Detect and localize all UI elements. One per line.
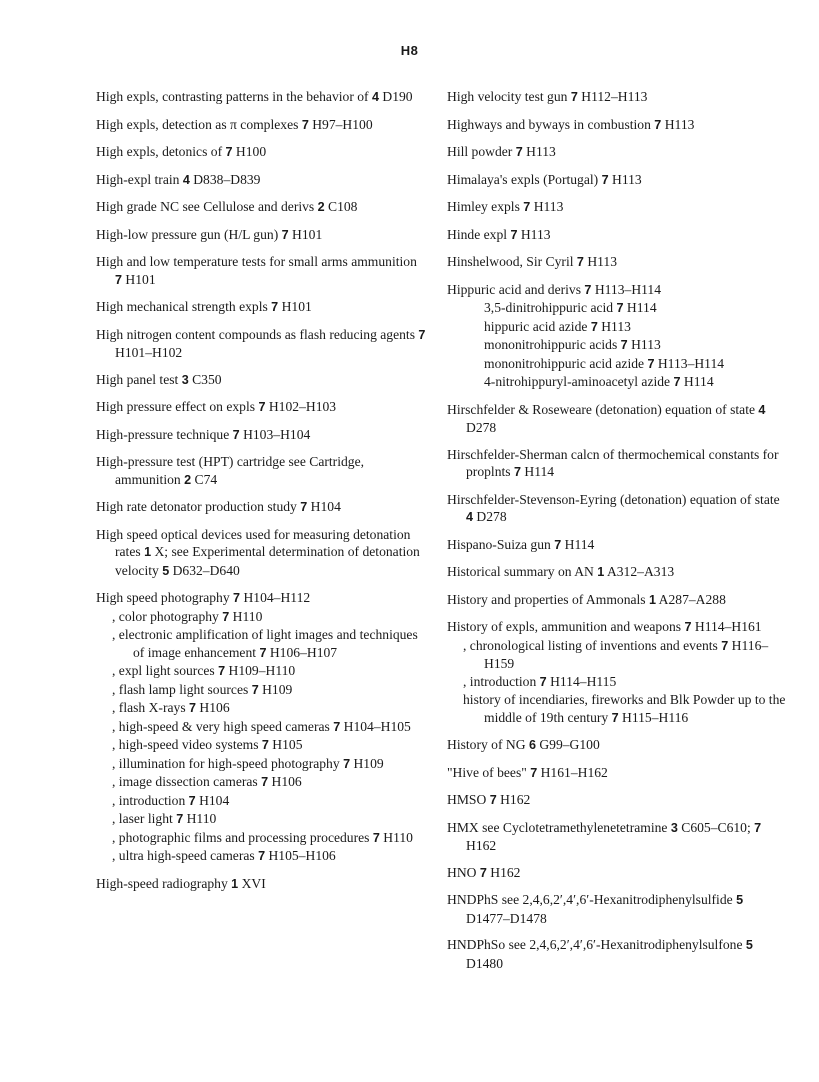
index-subentry: 4-nitrohippuryl-aminoacetyl azide 7 H114: [484, 374, 714, 389]
volume-number: 7: [647, 356, 655, 371]
index-entry: [447, 281, 787, 392]
index-entry-heading: High grade NC see Cellulose and derivs 2 C108: [96, 199, 358, 214]
index-entry-heading: High expls, detonics of 7 H100: [96, 144, 267, 159]
index-entry-heading: HMSO 7 H162: [447, 792, 531, 807]
index-entry-heading: Hippuric acid and derivs 7 H113–H114: [447, 281, 662, 297]
volume-number: 7: [261, 775, 269, 789]
index-entry: [447, 864, 787, 883]
index-subentry: , expl light sources 7 H109–H110: [112, 663, 296, 678]
volume-number: 7: [510, 227, 518, 242]
index-entry: [447, 891, 787, 927]
volume-number: 7: [611, 710, 619, 725]
volume-number: 7: [225, 145, 233, 159]
index-entry: [447, 764, 787, 783]
index-entry: [96, 453, 426, 489]
volume-number: 7: [489, 793, 497, 807]
index-entry-heading: History and properties of Ammonals 1 A287–A288: [447, 591, 726, 607]
index-entry: [96, 253, 426, 289]
index-entry: [96, 298, 426, 317]
volume-number: 7: [300, 500, 308, 514]
index-entry-heading: Himalaya's expls (Portugal) 7 H113: [447, 171, 642, 187]
index-entry-heading: High nitrogen content compounds as flash reducing agents 7 H101–H102: [96, 326, 426, 360]
index-entry-heading: High-pressure test (HPT) cartridge see Cartridge, ammunition 2 C74: [96, 454, 365, 487]
index-entry: [447, 736, 787, 755]
volume-number: 7: [189, 701, 197, 715]
volume-number: 2: [317, 200, 325, 214]
index-entry-heading: High-low pressure gun (H/L gun) 7 H101: [96, 226, 323, 242]
index-entry: [96, 116, 426, 135]
index-subentry: , flash X-rays 7 H106: [112, 700, 230, 715]
index-entry-heading: High expls, detection as π complexes 7 H97–H100: [96, 116, 373, 132]
index-entry-heading: HNDPhS see 2,4,6,2′,4′,6′-Hexanitrodiphenylsulfide 5 D1477–D1478: [447, 892, 744, 926]
index-entry: [96, 143, 426, 162]
index-entry-heading: High rate detonator production study 7 H104: [96, 499, 341, 514]
volume-number: 7: [539, 674, 547, 689]
volume-number: 1: [649, 592, 657, 607]
volume-number: 7: [251, 682, 259, 697]
index-entry: [96, 226, 426, 245]
index-entry: [447, 591, 787, 610]
volume-number: 7: [271, 300, 279, 314]
index-subentry: history of incendiaries, fireworks and Blk Powder up to the middle of 19th century 7 H115–H116: [463, 692, 786, 725]
volume-number: 5: [736, 893, 744, 907]
index-entry-heading: Historical summary on AN 1 A312–A313: [447, 564, 675, 579]
volume-number: 7: [554, 537, 562, 552]
volume-number: 7: [218, 664, 226, 678]
volume-number: 7: [259, 645, 267, 660]
volume-number: 7: [333, 719, 341, 734]
index-subentry: , photographic films and processing procedures 7 H110: [112, 829, 413, 845]
index-entry-heading: High speed optical devices used for measuring detonation rates 1 X; see Experimental determination of detonation velocity 5 D632–D640: [96, 526, 420, 578]
index-subentry: , color photography 7 H110: [112, 608, 263, 624]
index-subentry: mononitrohippuric acids 7 H113: [484, 337, 661, 352]
index-entry: [96, 498, 426, 517]
volume-number: 7: [233, 591, 241, 605]
index-entry-heading: High-expl train 4 D838–D839: [96, 171, 261, 187]
index-subentry: , high-speed video systems 7 H105: [112, 737, 303, 752]
index-entry-heading: Hirschfelder & Roseweare (detonation) equation of state 4 D278: [447, 401, 766, 435]
index-subentry: , image dissection cameras 7 H106: [112, 774, 302, 789]
index-entry: [447, 491, 787, 527]
volume-number: 7: [513, 465, 521, 479]
volume-number: 7: [115, 272, 123, 287]
index-entry-heading: High and low temperature tests for small arms ammunition 7 H101: [96, 254, 417, 287]
index-entry-heading: "Hive of bees" 7 H161–H162: [447, 764, 608, 780]
index-entry-heading: High-speed radiography 1 XVI: [96, 875, 266, 891]
volume-number: 7: [616, 301, 624, 315]
index-entry: [96, 371, 426, 390]
index-subentry: , flash lamp light sources 7 H109: [112, 681, 293, 697]
volume-number: 7: [601, 172, 609, 187]
index-subentry: mononitrohippuric acid azide 7 H113–H114: [484, 355, 725, 371]
volume-number: 7: [343, 756, 351, 771]
volume-number: 7: [673, 375, 681, 389]
index-entry: [447, 618, 787, 727]
volume-number: 7: [684, 620, 692, 634]
volume-number: 7: [281, 227, 289, 242]
index-entry: [447, 88, 787, 107]
index-entry: [96, 171, 426, 190]
index-entry-heading: Hispano-Suiza gun 7 H114: [447, 536, 595, 552]
index-entry: [447, 791, 787, 810]
index-entry-heading: History of NG 6 G99–G100: [447, 737, 600, 752]
index-entry: [447, 143, 787, 162]
volume-number: 7: [258, 849, 266, 863]
index-entry: [96, 589, 426, 866]
index-entry-heading: High panel test 3 C350: [96, 371, 222, 387]
index-entry-heading: High pressure effect on expls 7 H102–H103: [96, 399, 337, 414]
index-subentry: , chronological listing of inventions and events 7 H116–H159: [463, 637, 769, 671]
index-entry: [447, 401, 787, 437]
volume-number: 7: [584, 282, 592, 297]
volume-number: 7: [261, 738, 269, 752]
index-entry-heading: High mechanical strength expls 7 H101: [96, 299, 312, 314]
volume-number: 3: [670, 820, 678, 835]
index-entry: [447, 446, 787, 482]
volume-number: 4: [371, 90, 379, 104]
index-entry-heading: Hirschfelder-Sherman calcn of thermochemical constants for proplnts 7 H114: [447, 446, 779, 479]
volume-number: 3: [181, 372, 189, 387]
volume-number: 7: [222, 609, 230, 624]
volume-number: 2: [184, 472, 192, 487]
index-subentry: , introduction 7 H114–H115: [463, 673, 617, 689]
volume-number: 7: [620, 338, 628, 352]
index-entry: [447, 936, 787, 972]
index-entry: [447, 198, 787, 217]
index-subentry: , ultra high-speed cameras 7 H105–H106: [112, 848, 336, 863]
index-entry-heading: Hill powder 7 H113: [447, 144, 556, 159]
volume-number: 7: [754, 820, 762, 835]
index-entry-heading: Hirschfelder-Stevenson-Eyring (detonation) equation of state 4 D278: [447, 491, 780, 524]
index-entry-heading: HNO 7 H162: [447, 864, 521, 880]
index-subentry: 3,5-dinitrohippuric acid 7 H114: [484, 300, 657, 315]
index-entry-heading: Hinshelwood, Sir Cyril 7 H113: [447, 254, 618, 269]
index-entry: [96, 875, 426, 894]
volume-number: 7: [479, 865, 487, 880]
index-entry: [447, 563, 787, 582]
index-entry-heading: History of expls, ammunition and weapons 7 H114–H161: [447, 619, 762, 634]
volume-number: 7: [721, 638, 729, 653]
volume-number: 1: [597, 565, 605, 579]
volume-number: 1: [144, 545, 152, 559]
index-entry-heading: Hinde expl 7 H113: [447, 226, 551, 242]
index-entry: [96, 326, 426, 362]
index-entry: [96, 526, 426, 581]
page-header: H8: [400, 43, 419, 58]
volume-number: 4: [182, 172, 190, 187]
index-subentry: , illumination for high-speed photography 7 H109: [112, 755, 384, 771]
volume-number: 7: [515, 145, 523, 159]
volume-number: 7: [530, 765, 538, 780]
index-entry: [447, 116, 787, 135]
volume-number: 7: [188, 793, 196, 808]
volume-number: 7: [176, 812, 184, 826]
volume-number: 7: [576, 255, 584, 269]
volume-number: 7: [258, 400, 266, 414]
volume-number: 7: [372, 830, 380, 845]
volume-number: 7: [418, 327, 426, 342]
volume-number: 1: [231, 876, 239, 891]
index-column-right: [447, 88, 787, 981]
index-entry: [447, 819, 787, 855]
index-entry-heading: High expls, contrasting patterns in the behavior of 4 D190: [96, 89, 413, 104]
volume-number: 7: [590, 319, 598, 334]
index-column-left: [96, 88, 426, 902]
volume-number: 6: [528, 738, 536, 752]
volume-number: 5: [162, 563, 170, 578]
index-entry: [96, 88, 426, 107]
index-entry-heading: High speed photography 7 H104–H112: [96, 590, 311, 605]
index-entry: [447, 226, 787, 245]
volume-number: 4: [758, 402, 766, 417]
index-subentry: , electronic amplification of light images and techniques of image enhancement 7 H106–H107: [112, 627, 418, 660]
index-entry: [96, 198, 426, 217]
volume-number: 4: [466, 510, 474, 524]
index-subentry: , laser light 7 H110: [112, 811, 217, 826]
index-entry-heading: High-pressure technique 7 H103–H104: [96, 426, 311, 442]
volume-number: 7: [232, 427, 240, 442]
volume-number: 7: [570, 90, 578, 104]
volume-number: 7: [654, 117, 662, 132]
index-subentry: , high-speed & very high speed cameras 7 H104–H105: [112, 718, 411, 734]
index-entry-heading: Himley expls 7 H113: [447, 199, 564, 214]
index-entry-heading: HMX see Cyclotetramethylenetetramine 3 C605–C610; 7 H162: [447, 819, 762, 853]
index-entry-heading: HNDPhSo see 2,4,6,2′,4′,6′-Hexanitrodiphenylsulfone 5 D1480: [447, 937, 753, 971]
volume-number: 7: [523, 200, 531, 214]
index-subentry: hippuric acid azide 7 H113: [484, 318, 631, 334]
index-subentry: , introduction 7 H104: [112, 792, 230, 808]
index-entry: [96, 398, 426, 417]
index-entry: [447, 171, 787, 190]
index-entry: [447, 536, 787, 555]
volume-number: 5: [745, 938, 753, 952]
index-entry-heading: High velocity test gun 7 H112–H113: [447, 89, 648, 104]
index-entry: [96, 426, 426, 445]
index-entry-heading: Highways and byways in combustion 7 H113: [447, 116, 695, 132]
volume-number: 7: [301, 117, 309, 132]
index-entry: [447, 253, 787, 272]
